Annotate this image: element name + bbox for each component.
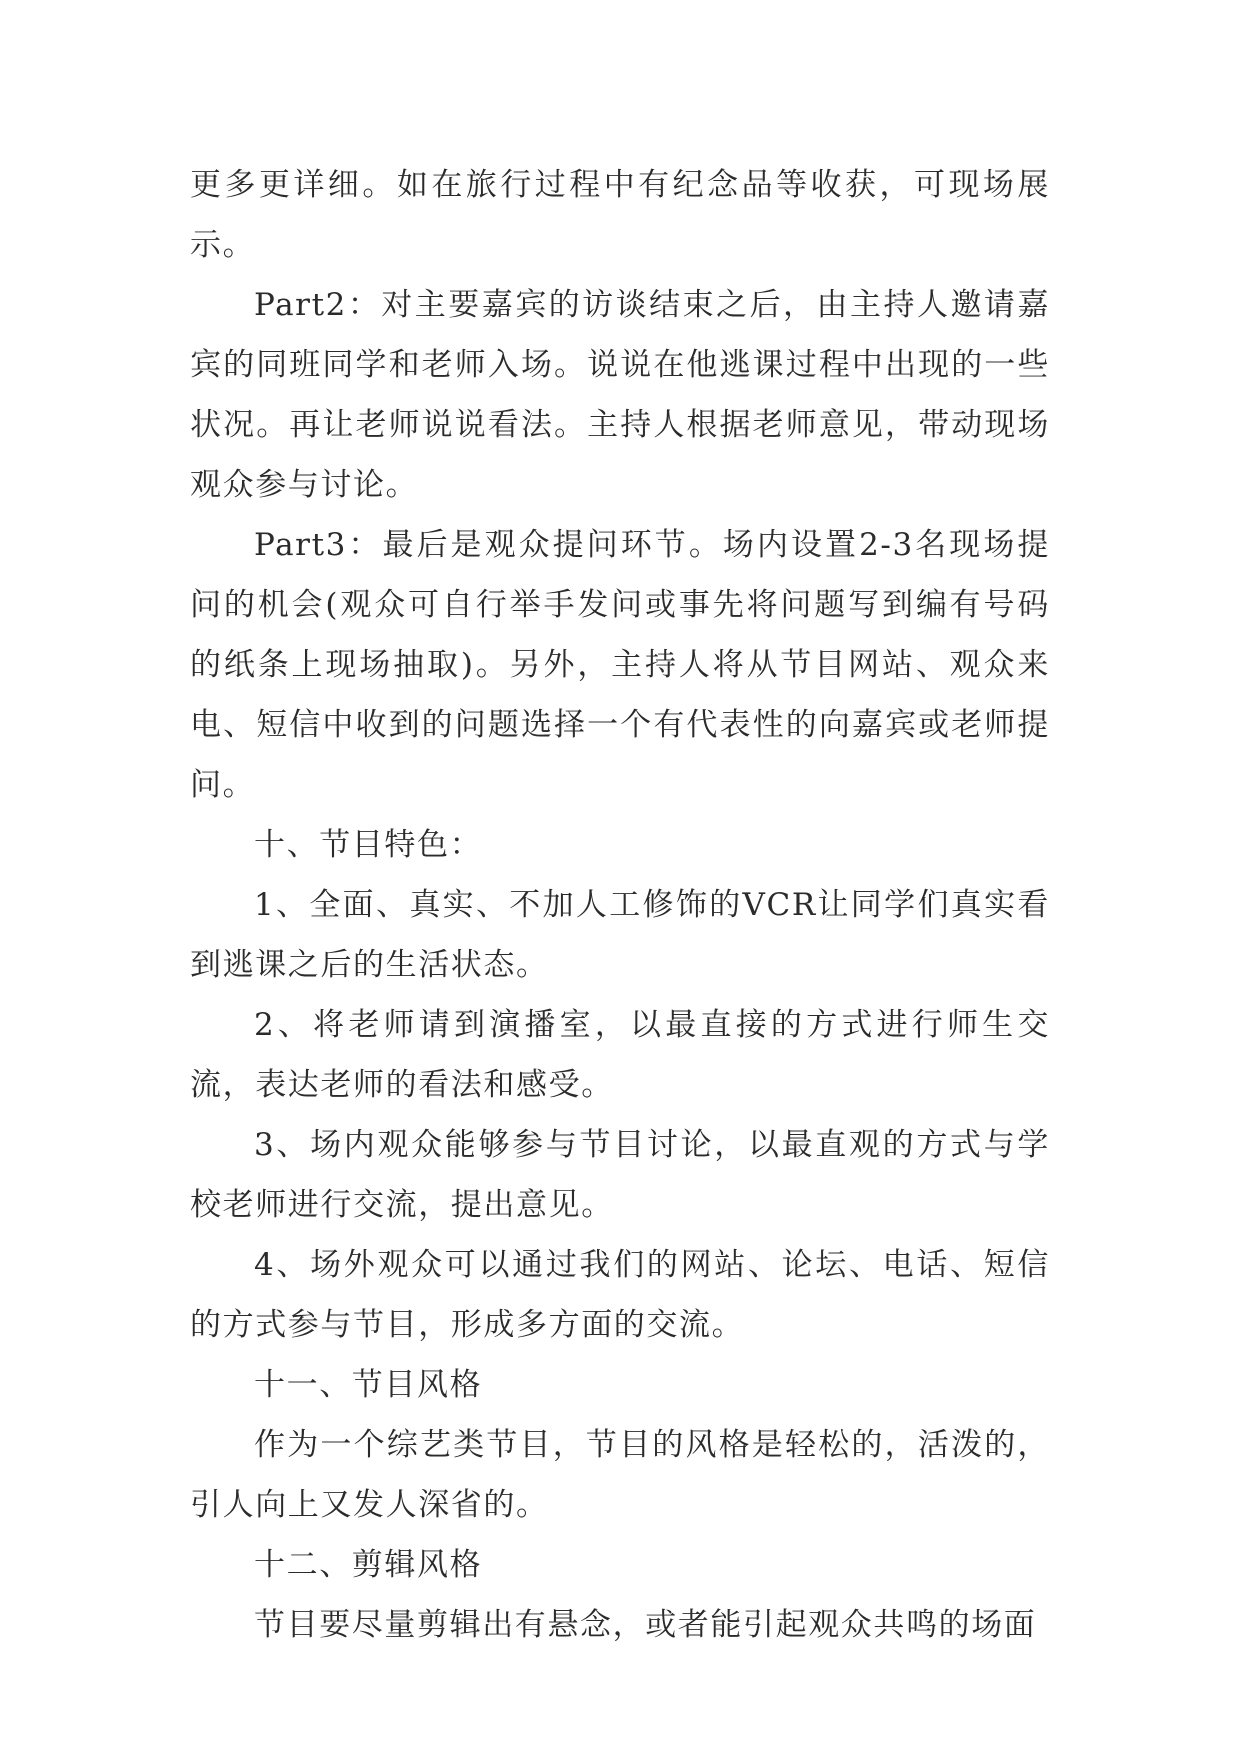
section-heading-editing: 十二、剪辑风格: [254, 1547, 483, 1583]
paragraph-style: 作为一个综艺类节目，节目的风格是轻松的，活泼的，引人向上又发人深省的。: [190, 1427, 1050, 1523]
paragraph-editing: 节目要尽量剪辑出有悬念，或者能引起观众共鸣的场面: [254, 1607, 1037, 1643]
section-heading-features: 十、节目特色：: [254, 827, 483, 863]
feature-item-2: 2、将老师请到演播室，以最直接的方式进行师生交流，表达老师的看法和感受。: [190, 1007, 1050, 1103]
feature-item-1: 1、全面、真实、不加人工修饰的VCR让同学们真实看到逃课之后的生活状态。: [190, 887, 1050, 983]
document-body: [190, 155, 1050, 1655]
paragraph-part3: Part3：最后是观众提问环节。场内设置2-3名现场提问的机会(观众可自行举手发问或事先将问题写到编有号码的纸条上现场抽取)。另外，主持人将从节目网站、观众来电、短信中收到的问题选择一个有代表性的向嘉宾或老师提问。: [190, 527, 1050, 803]
paragraph-souvenir-display: 更多更详细。如在旅行过程中有纪念品等收获，可现场展示。: [190, 167, 1050, 263]
feature-item-4: 4、场外观众可以通过我们的网站、论坛、电话、短信的方式参与节目，形成多方面的交流。: [190, 1247, 1050, 1343]
paragraph-part2: Part2：对主要嘉宾的访谈结束之后，由主持人邀请嘉宾的同班同学和老师入场。说说在他逃课过程中出现的一些状况。再让老师说说看法。主持人根据老师意见，带动现场观众参与讨论。: [190, 287, 1050, 503]
section-heading-style: 十一、节目风格: [254, 1367, 483, 1403]
feature-item-3: 3、场内观众能够参与节目讨论，以最直观的方式与学校老师进行交流，提出意见。: [190, 1127, 1050, 1223]
